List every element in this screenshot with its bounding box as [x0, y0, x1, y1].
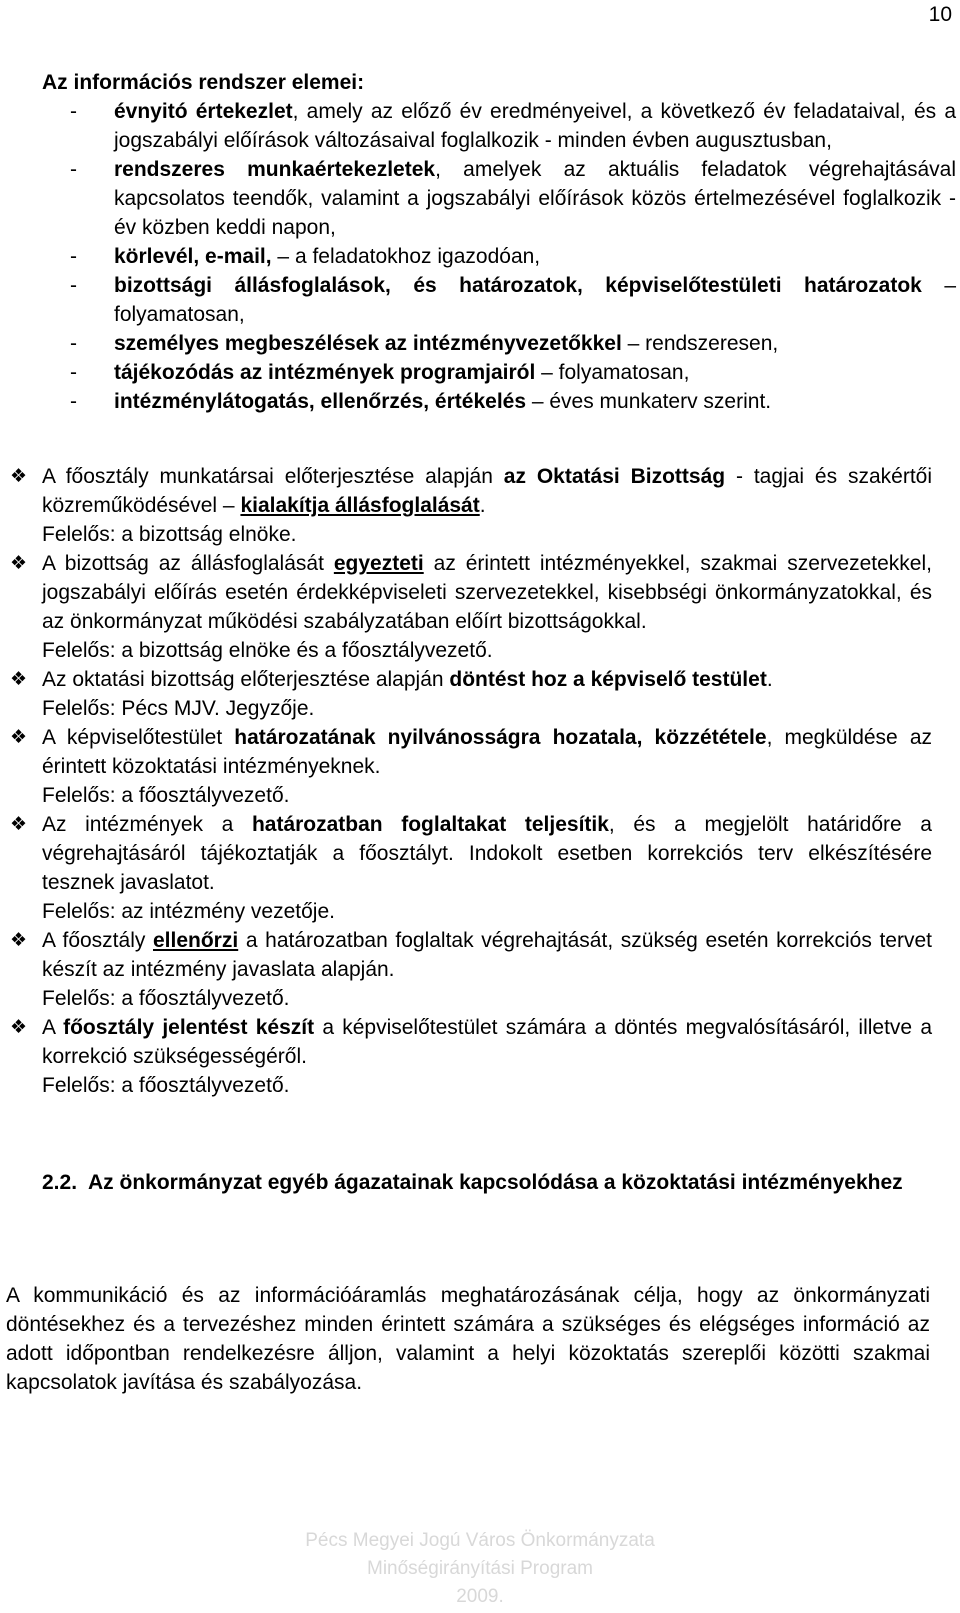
step-text-part: , és a megjelölt határidőre a végrehajtásáról tájékoztatják a főosztályt. Indokolt esetben korrekciós terv elkészítésére tesznek javaslatot.	[42, 813, 932, 894]
process-steps-list	[0, 462, 960, 1100]
responsible-line: Felelős: a főosztályvezető.	[42, 1074, 290, 1097]
list-item-bold: tájékozódás az intézmények programjairól	[114, 361, 536, 384]
list-dash: -	[70, 245, 77, 268]
list-dash: -	[70, 100, 77, 123]
list-item	[42, 97, 956, 155]
list-item-text	[114, 242, 956, 271]
section-title: Az önkormányzat egyéb ágazatainak kapcsolódása a közoktatási intézményekhez	[88, 1171, 903, 1194]
list-item	[42, 329, 956, 358]
list-item	[42, 242, 956, 271]
step-bold-part: döntést hoz a képviselő testület	[449, 668, 767, 691]
step-text	[42, 549, 960, 665]
step-bold-part: határozatának nyilvánosságra hozatala, közzététele	[234, 726, 767, 749]
diamond-bullet-icon: ❖	[10, 930, 28, 951]
list-dash: -	[70, 332, 77, 355]
list-item	[0, 723, 960, 810]
step-bold-underlined-part: egyezteti	[333, 552, 424, 575]
step-text-part: .	[766, 668, 773, 691]
list-item-text	[114, 97, 956, 155]
step-text-part: .	[479, 494, 486, 517]
list-item-text	[114, 271, 956, 329]
information-elements-list	[42, 97, 956, 416]
footer-line-program: Minőségirányítási Program	[367, 1558, 593, 1579]
responsible-line: Felelős: a bizottság elnöke.	[42, 523, 297, 546]
list-dash: -	[70, 274, 77, 297]
list-item-rest: – a feladatokhoz igazodóan,	[271, 245, 541, 268]
list-item	[42, 387, 956, 416]
section-heading	[42, 1168, 930, 1197]
step-text	[42, 1013, 960, 1100]
list-item	[0, 549, 960, 665]
list-item	[0, 665, 960, 723]
diamond-bullet-icon: ❖	[10, 466, 28, 487]
body-paragraph: A kommunikáció és az információáramlás meghatározásának célja, hogy az önkormányzati döntésekhez és a tervezéshez minden érintett számára a szükséges és elégséges információ az adott időpontban rendelkezésre álljon, valamint a helyi közoktatás szereplői közötti szakmai kapcsolatok javítása és szabályozása.	[6, 1284, 930, 1394]
step-text	[42, 462, 960, 549]
step-text	[42, 926, 960, 1013]
list-item-bold: személyes megbeszélések az intézményvezetőkkel	[114, 332, 622, 355]
responsible-line: Felelős: a főosztályvezető.	[42, 784, 290, 807]
list-item-text	[114, 329, 956, 358]
step-bold-underlined-part: ellenőrzi	[153, 929, 239, 952]
list-dash: -	[70, 158, 77, 181]
diamond-bullet-icon: ❖	[10, 727, 28, 748]
list-item-rest: , amely az előző év eredményeivel, a következő év feladataival, és a jogszabályi előírások változásaival foglalkozik - minden évben augusztusban,	[114, 100, 957, 152]
list-item	[0, 462, 960, 549]
step-text-part: , megküldése az érintett közoktatási intézményeknek.	[42, 726, 932, 778]
list-item	[42, 155, 956, 242]
list-item-rest: – rendszeresen,	[621, 332, 779, 355]
step-text	[42, 810, 960, 926]
list-item	[0, 926, 960, 1013]
step-text-part: Az intézmények a	[42, 813, 252, 836]
page-number: 10	[928, 3, 952, 26]
list-item-bold: intézménylátogatás, ellenőrzés, értékelés	[114, 390, 527, 413]
list-item-rest: – folyamatosan,	[535, 361, 690, 384]
step-text-part: az érintett intézményekkel, szakmai szervezetekkel, jogszabályi előírás esetén érdekképviseleti szervezetekkel, kisebbségi önkormányzatokkal, és az önkormányzat működési szabályzatában előírt bizottságokkal.	[42, 552, 932, 633]
list-item-bold: körlevél, e-mail,	[114, 245, 272, 268]
list-item	[0, 810, 960, 926]
step-bold-part: főosztály jelentést készít	[63, 1016, 315, 1039]
step-text-part: a képviselőtestület számára a döntés megvalósításáról, illetve a korrekció szükségességéről.	[42, 1016, 933, 1068]
list-dash: -	[70, 361, 77, 384]
step-text-part: A főosztály munkatársai előterjesztése alapján	[42, 465, 504, 488]
step-text-part: Az oktatási bizottság előterjesztése alapján	[42, 668, 450, 691]
step-text-part: a határozatban foglaltak végrehajtását, szükség esetén korrekciós tervet készít az intézmény javaslata alapján.	[42, 929, 932, 981]
list-item-text	[114, 387, 956, 416]
list-item-rest: , amelyek az aktuális feladatok végrehajtásával kapcsolatos teendők, valamint a jogszabályi előírások közös értelmezésével foglalkozik - év közben keddi napon,	[114, 158, 956, 239]
step-bold-part: határozatban foglaltakat teljesítik	[251, 813, 609, 836]
step-text	[42, 665, 960, 723]
list-item	[0, 1013, 960, 1100]
list-item	[42, 271, 956, 329]
list-item-bold: bizottsági állásfoglalások, és határozatok, képviselőtestületi határozatok	[114, 274, 922, 297]
list-dash: -	[70, 390, 77, 413]
diamond-bullet-icon: ❖	[10, 553, 28, 574]
list-item	[42, 358, 956, 387]
step-text	[42, 723, 960, 810]
diamond-bullet-icon: ❖	[10, 814, 28, 835]
diamond-bullet-icon: ❖	[10, 1017, 28, 1038]
footer-line-year: 2009.	[456, 1586, 504, 1607]
list-item-text	[114, 358, 956, 387]
footer-line-organization: Pécs Megyei Jogú Város Önkormányzata	[305, 1530, 655, 1551]
section-number: 2.2.	[42, 1171, 78, 1194]
responsible-line: Felelős: Pécs MJV. Jegyzője.	[42, 697, 315, 720]
list-item-bold: rendszeres munkaértekezletek	[114, 158, 436, 181]
intro-heading: Az információs rendszer elemei:	[42, 71, 365, 94]
step-text-part: A bizottság az állásfoglalását	[42, 552, 334, 575]
list-item-text	[114, 155, 956, 242]
responsible-line: Felelős: az intézmény vezetője.	[42, 900, 335, 923]
responsible-line: Felelős: a bizottság elnöke és a főosztályvezető.	[42, 639, 493, 662]
diamond-bullet-icon: ❖	[10, 669, 28, 690]
step-text-part: - tagjai és szakértői közreműködésével –	[42, 465, 932, 517]
step-text-part: A	[42, 1016, 64, 1039]
list-item-bold: évnyitó értekezlet	[114, 100, 293, 123]
list-item-rest: – folyamatosan,	[114, 274, 957, 326]
step-bold-underlined-part: kialakítja állásfoglalását	[240, 494, 480, 517]
list-item-rest: – éves munkaterv szerint.	[526, 390, 772, 413]
step-text-part: A főosztály	[42, 929, 153, 952]
step-text-part: A képviselőtestület	[42, 726, 235, 749]
responsible-line: Felelős: a főosztályvezető.	[42, 987, 290, 1010]
step-bold-part: az Oktatási Bizottság	[503, 465, 726, 488]
